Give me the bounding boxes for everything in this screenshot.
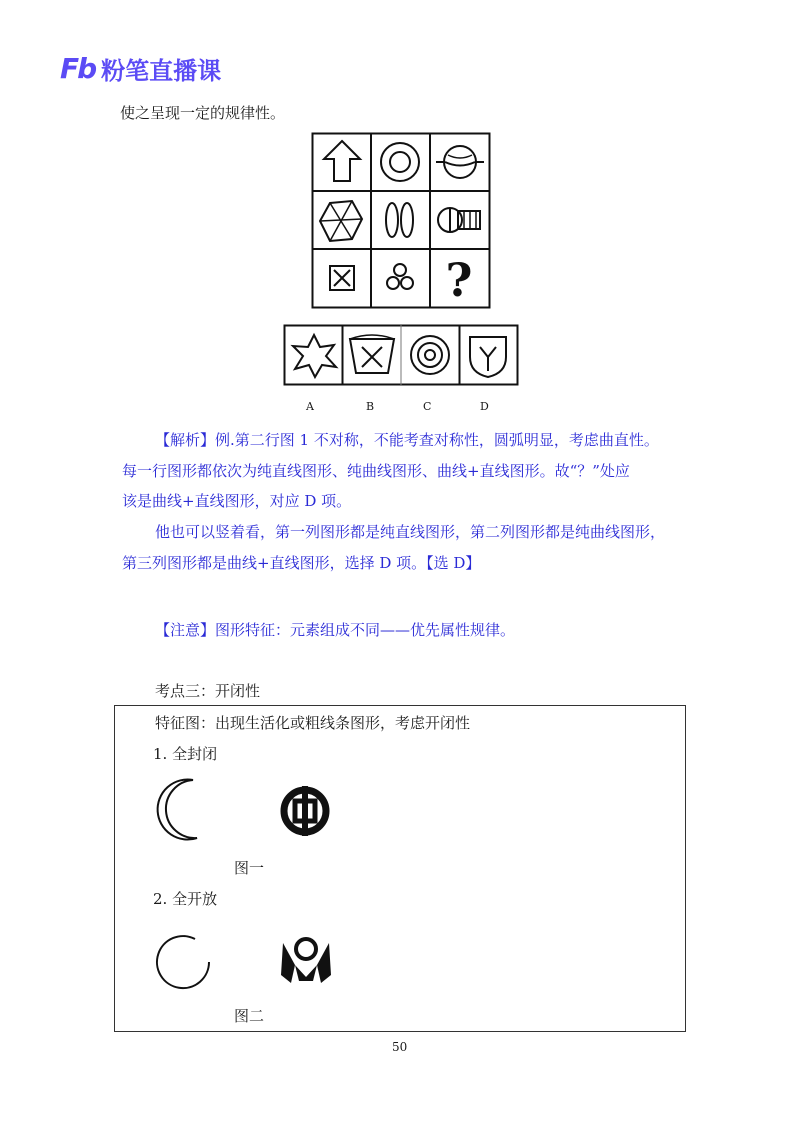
arrow-up-icon [324, 141, 360, 181]
intro-line: 使之呈现一定的规律性。 [120, 104, 286, 122]
analysis-line-3: 该是曲线+直线图形，对应 D 项。 [122, 492, 352, 510]
puzzle-grid [312, 133, 490, 308]
note-text: 图形特征：元素组成不同——优先属性规律。 [215, 621, 516, 639]
hexagon-icon [320, 201, 362, 241]
option-a-star-icon [293, 335, 336, 377]
analysis-text-1: 例.第二行图 1 不对称，不能考查对称性，圆弧明显，考虑曲直性。 [215, 431, 659, 449]
option-label-a: A [306, 400, 314, 413]
box-item-1: 1. 全封闭 [153, 745, 218, 763]
answer-options [284, 325, 518, 385]
figure-1-caption: 图一 [234, 859, 265, 877]
note-line [155, 620, 515, 640]
option-label-c: C [423, 400, 432, 413]
three-circles-icon [387, 264, 413, 289]
logo-mark: Fb [60, 51, 96, 85]
ball-icon [436, 146, 484, 178]
option-label-d: D [480, 400, 489, 413]
figure-2-caption: 图二 [234, 1007, 265, 1025]
double-circle-icon [381, 143, 419, 181]
bolt-icon [438, 208, 480, 232]
analysis-line-5: 第三列图形都是曲线+直线图形，选择 D 项。【选 D】 [122, 554, 481, 572]
box-item-2: 2. 全开放 [153, 890, 218, 908]
question-mark: ? [445, 253, 473, 307]
analysis-label: 【解析】 [155, 431, 216, 449]
hands-coin-logo-icon [277, 935, 335, 985]
option-b-basin-icon [350, 335, 394, 373]
crescent-moon-icon [155, 778, 205, 840]
ovals-icon [386, 203, 413, 237]
option-label-b: B [366, 400, 375, 413]
analysis-line-4: 他也可以竖着看，第一列图形都是纯直线图形，第二列图形都是纯曲线图形， [155, 523, 666, 541]
bank-coin-logo-icon [279, 786, 331, 836]
brand-logo [60, 50, 221, 86]
open-circle-icon [155, 932, 215, 990]
page-number: 50 [392, 1040, 408, 1054]
note-label: 【注意】 [155, 621, 216, 639]
crossed-square-icon [330, 266, 354, 290]
option-c-concentric-icon [411, 336, 449, 374]
option-d-shield-icon [470, 337, 506, 377]
section-title: 考点三：开闭性 [155, 682, 261, 700]
logo-text: 粉笔直播课 [101, 56, 222, 85]
analysis-line-2: 每一行图形都依次为纯直线图形、纯曲线图形、曲线+直线图形。故“？”处应 [122, 462, 630, 480]
analysis-line-1 [155, 430, 659, 450]
box-intro: 特征图：出现生活化或粗线条图形，考虑开闭性 [155, 714, 471, 732]
